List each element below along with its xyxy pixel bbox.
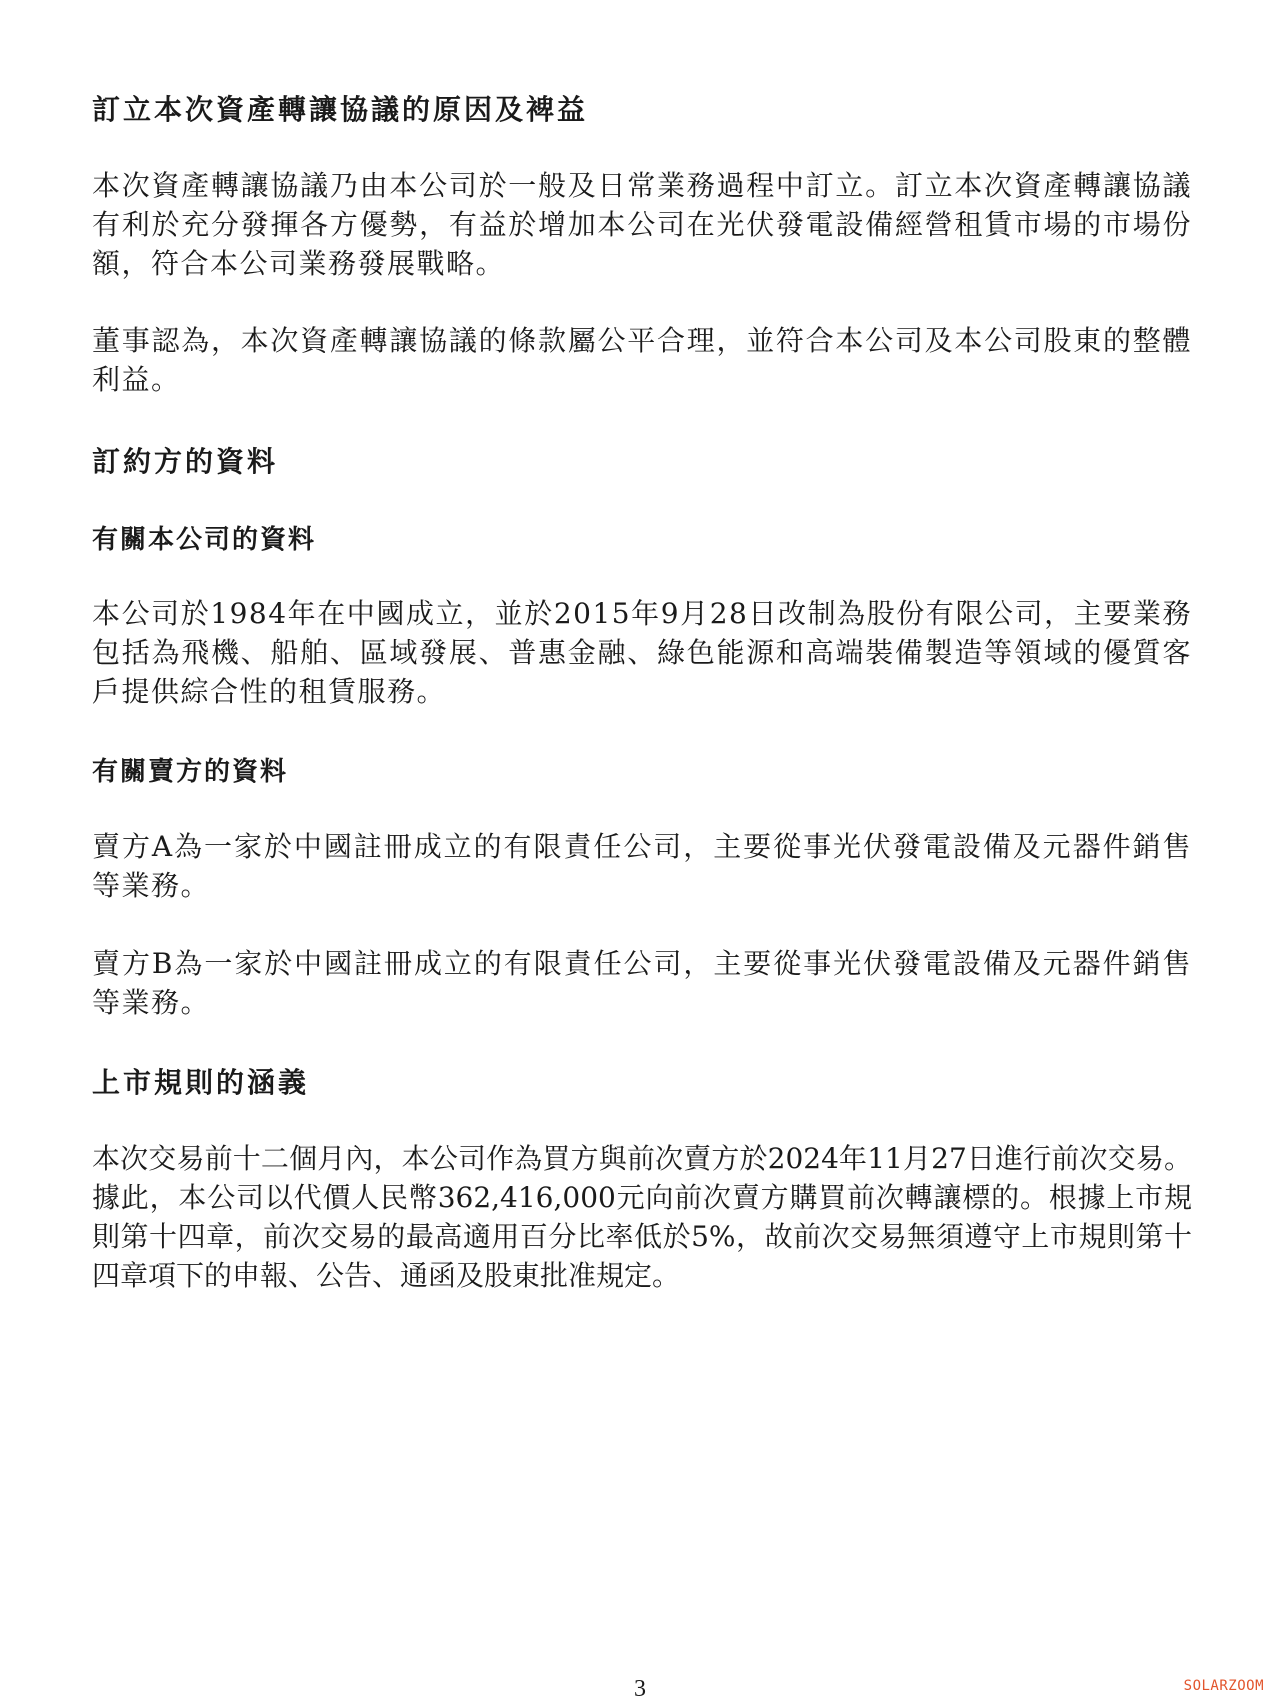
paragraph-reasons-1: 本次資產轉讓協議乃由本公司於一般及日常業務過程中訂立。訂立本次資產轉讓協議有利於充分發揮各方優勢，有益於增加本公司在光伏發電設備經營租賃市場的市場份額，符合本公司業務發展戰略。 [92,169,1192,280]
section-heading-parties: 訂約方的資料 [92,445,279,478]
paragraph-listing-rules: 本次交易前十二個月內，本公司作為買方與前次賣方於2024年11月27日進行前次交易。據此，本公司以代價人民幣362,416,000元向前次賣方購買前次轉讓標的。根據上市規則第十四章，前次交易的最高適用百分比率低於5%，故前次交易無須遵守上市規則第十四章項下的申報、公告、通函及股東批准規定。 [92,1142,1192,1292]
section-heading-reasons: 訂立本次資產轉讓協議的原因及裨益 [92,93,589,126]
section-heading-listing-rules: 上市規則的涵義 [92,1066,310,1099]
paragraph-company-info: 本公司於1984年在中國成立，並於2015年9月28日改制為股份有限公司，主要業務包括為飛機、船舶、區域發展、普惠金融、綠色能源和高端裝備製造等領域的優質客戶提供綜合性的租賃服務。 [92,597,1192,708]
subheading-company-info: 有關本公司的資料 [92,525,317,555]
paragraph-seller-b: 賣方B為一家於中國註冊成立的有限責任公司，主要從事光伏發電設備及元器件銷售等業務。 [92,947,1192,1019]
paragraph-reasons-2: 董事認為，本次資產轉讓協議的條款屬公平合理，並符合本公司及本公司股東的整體利益。 [92,324,1192,396]
page-number: 3 [634,1676,646,1702]
watermark-logo: SOLARZOOM [1183,1678,1264,1694]
subheading-seller-info: 有關賣方的資料 [92,757,289,787]
paragraph-seller-a: 賣方A為一家於中國註冊成立的有限責任公司，主要從事光伏發電設備及元器件銷售等業務。 [92,830,1192,902]
